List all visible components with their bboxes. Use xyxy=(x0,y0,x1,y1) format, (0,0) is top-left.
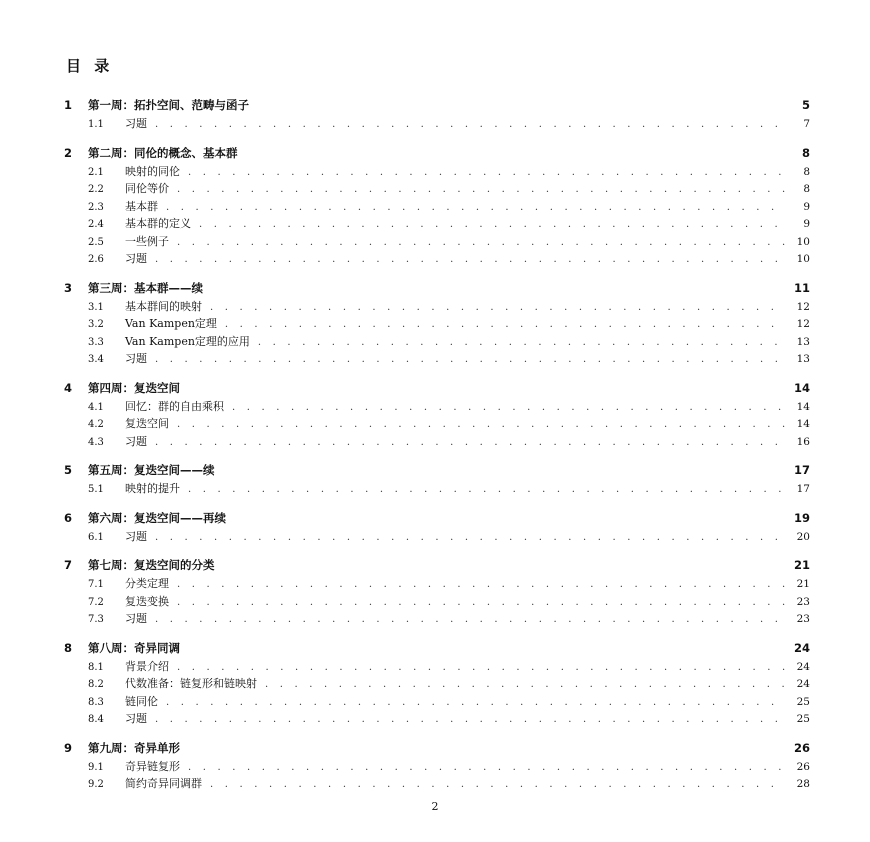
dot-leader xyxy=(177,234,786,252)
toc-section-entry[interactable] xyxy=(64,180,810,198)
toc-section-entry[interactable] xyxy=(64,398,810,416)
toc-section-entry[interactable] xyxy=(64,350,810,368)
toc-section-entry[interactable] xyxy=(64,415,810,433)
chapter-number: 9 xyxy=(64,740,73,755)
toc-section-entry[interactable] xyxy=(64,528,810,546)
toc-section-entry[interactable] xyxy=(64,675,810,693)
dot-leader xyxy=(210,299,786,317)
toc-section-entry[interactable] xyxy=(64,198,810,216)
dot-leader xyxy=(177,416,786,434)
section-title: 基本群的定义 xyxy=(125,217,191,230)
toc-section-entry[interactable] xyxy=(64,610,810,628)
toc-section-entry[interactable] xyxy=(64,233,810,251)
dot-leader xyxy=(166,694,786,712)
chapter-page-number: 11 xyxy=(793,280,810,295)
section-title: 习题 xyxy=(125,434,147,448)
section-number: 2.2 xyxy=(88,184,104,195)
section-title: 简约奇异同调群 xyxy=(125,777,202,790)
dot-leader xyxy=(265,676,786,694)
section-number: 8.4 xyxy=(88,714,104,725)
chapter-number: 8 xyxy=(64,640,73,655)
toc-chapter-entry[interactable] xyxy=(64,739,810,758)
section-title: 映射的提升 xyxy=(125,482,180,495)
chapter-page-number: 8 xyxy=(801,145,810,160)
section-number: 4.2 xyxy=(88,419,104,430)
dot-leader xyxy=(166,199,786,217)
section-number: 1.1 xyxy=(88,119,104,130)
section-page-number: 23 xyxy=(796,595,810,608)
section-page-number: 24 xyxy=(796,660,810,673)
dot-leader xyxy=(225,316,786,334)
section-page-number: 23 xyxy=(796,613,810,625)
toc-chapter xyxy=(64,556,810,628)
footer-page-number: 2 xyxy=(431,800,439,813)
toc-section-entry[interactable] xyxy=(64,333,810,351)
section-number: 7.1 xyxy=(88,579,104,590)
toc-section-entry[interactable] xyxy=(64,298,810,316)
toc-chapter xyxy=(64,279,810,368)
section-page-number: 16 xyxy=(796,435,810,448)
chapter-number: 5 xyxy=(64,463,73,477)
section-page-number: 20 xyxy=(796,530,810,543)
section-number: 4.3 xyxy=(88,436,104,448)
toc-section-entry[interactable] xyxy=(64,575,810,593)
section-title: Van Kampen定理的应用 xyxy=(125,334,250,348)
section-title: 习题 xyxy=(125,352,147,365)
section-title: 一些例子 xyxy=(125,234,169,248)
toc-chapter-entry[interactable] xyxy=(64,279,810,298)
toc-chapter xyxy=(64,639,810,728)
chapter-title: 第四周：复迭空间 xyxy=(88,380,180,395)
section-page-number: 26 xyxy=(796,760,810,773)
chapter-title: 第九周：奇异单形 xyxy=(88,740,180,755)
table-of-contents xyxy=(64,96,810,804)
section-title: 回忆：群的自由乘积 xyxy=(125,399,224,413)
section-number: 3.4 xyxy=(88,354,104,365)
toc-section-entry[interactable] xyxy=(64,758,810,776)
toc-chapter xyxy=(64,739,810,793)
toc-section-entry[interactable] xyxy=(64,693,810,711)
section-page-number: 10 xyxy=(796,235,810,248)
dot-leader xyxy=(155,116,786,134)
section-page-number: 13 xyxy=(796,335,810,348)
chapter-page-number: 24 xyxy=(793,640,810,655)
chapter-page-number: 17 xyxy=(793,463,810,477)
section-number: 2.4 xyxy=(88,219,104,230)
toc-chapter-entry[interactable] xyxy=(64,639,810,658)
dot-leader xyxy=(258,334,786,352)
chapter-title: 第七周：复迭空间的分类 xyxy=(88,558,215,572)
section-title: 复迭空间 xyxy=(125,417,169,430)
dot-leader xyxy=(188,481,786,499)
dot-leader xyxy=(199,216,786,234)
section-page-number: 21 xyxy=(796,578,810,590)
chapter-page-number: 19 xyxy=(793,510,810,525)
toc-chapter-entry[interactable] xyxy=(64,556,810,575)
chapter-title: 第二周：同伦的概念、基本群 xyxy=(88,145,238,160)
section-page-number: 8 xyxy=(803,165,810,178)
section-page-number: 17 xyxy=(796,483,810,495)
chapter-number: 4 xyxy=(64,380,73,395)
chapter-number: 2 xyxy=(64,145,73,160)
section-title: 链同伦 xyxy=(125,694,158,708)
section-title: Van Kampen定理 xyxy=(125,317,217,330)
chapter-page-number: 5 xyxy=(801,98,810,112)
chapter-title: 第八周：奇异同调 xyxy=(88,640,180,655)
toc-chapter xyxy=(64,96,810,133)
section-number: 8.1 xyxy=(88,661,104,673)
toc-section-entry[interactable] xyxy=(64,315,810,333)
section-title: 习题 xyxy=(125,529,147,543)
section-page-number: 13 xyxy=(796,353,810,365)
chapter-number: 3 xyxy=(64,280,73,295)
section-title: 背景介绍 xyxy=(125,659,169,673)
section-number: 8.2 xyxy=(88,679,104,690)
chapter-page-number: 14 xyxy=(793,380,810,395)
dot-leader xyxy=(155,711,786,729)
dot-leader xyxy=(177,181,786,199)
dot-leader xyxy=(210,776,786,794)
section-title: 习题 xyxy=(125,612,147,625)
section-title: 习题 xyxy=(125,117,147,130)
dot-leader xyxy=(155,611,786,629)
section-page-number: 8 xyxy=(803,183,810,195)
section-number: 4.1 xyxy=(88,401,104,413)
toc-chapter xyxy=(64,144,810,268)
dot-leader xyxy=(155,351,786,369)
section-title: 复迭变换 xyxy=(125,594,169,608)
toc-section-entry[interactable] xyxy=(64,480,810,498)
dot-leader xyxy=(177,659,786,677)
section-title: 基本群间的映射 xyxy=(125,299,202,313)
toc-chapter-entry[interactable] xyxy=(64,509,810,528)
chapter-title: 第一周：拓扑空间、范畴与函子 xyxy=(88,98,249,112)
section-number: 2.1 xyxy=(88,166,104,178)
section-number: 8.3 xyxy=(88,696,104,708)
section-title: 奇异链复形 xyxy=(125,759,180,773)
toc-chapter xyxy=(64,461,810,498)
dot-leader xyxy=(155,529,786,547)
section-number: 5.1 xyxy=(88,484,104,495)
toc-section-entry[interactable] xyxy=(64,115,810,133)
section-page-number: 25 xyxy=(796,713,810,725)
dot-leader xyxy=(177,594,786,612)
chapter-page-number: 26 xyxy=(793,740,810,755)
toc-section-entry[interactable] xyxy=(64,163,810,181)
section-number: 2.3 xyxy=(88,201,104,213)
dot-leader xyxy=(155,434,786,452)
section-title: 映射的同伦 xyxy=(125,164,180,178)
dot-leader xyxy=(188,164,786,182)
toc-section-entry[interactable] xyxy=(64,433,810,451)
toc-chapter xyxy=(64,509,810,546)
toc-chapter-entry[interactable] xyxy=(64,461,810,480)
section-number: 7.2 xyxy=(88,596,104,608)
dot-leader xyxy=(155,251,786,269)
section-number: 3.3 xyxy=(88,336,104,348)
section-number: 3.2 xyxy=(88,319,104,330)
toc-section-entry[interactable] xyxy=(64,710,810,728)
toc-chapter-entry[interactable] xyxy=(64,379,810,398)
section-number: 7.3 xyxy=(88,614,104,625)
toc-section-entry[interactable] xyxy=(64,250,810,268)
toc-section-entry[interactable] xyxy=(64,658,810,676)
chapter-page-number: 21 xyxy=(793,558,810,572)
chapter-number: 6 xyxy=(64,510,73,525)
section-page-number: 14 xyxy=(796,418,810,430)
section-page-number: 9 xyxy=(803,218,810,230)
section-page-number: 12 xyxy=(796,318,810,330)
section-page-number: 28 xyxy=(796,778,810,790)
section-title: 习题 xyxy=(125,252,147,265)
section-number: 3.1 xyxy=(88,301,104,313)
toc-section-entry[interactable] xyxy=(64,215,810,233)
toc-chapter-entry[interactable] xyxy=(64,144,810,163)
section-title: 同伦等价 xyxy=(125,182,169,195)
section-title: 分类定理 xyxy=(125,577,169,590)
section-number: 9.2 xyxy=(88,779,104,790)
chapter-title: 第五周：复迭空间——续 xyxy=(88,463,215,477)
section-page-number: 24 xyxy=(796,678,810,690)
chapter-number: 1 xyxy=(64,98,73,112)
dot-leader xyxy=(177,576,786,594)
section-title: 习题 xyxy=(125,712,147,725)
section-page-number: 25 xyxy=(796,695,810,708)
section-number: 2.6 xyxy=(88,254,104,265)
chapter-title: 第六周：复迭空间——再续 xyxy=(88,510,226,525)
section-page-number: 10 xyxy=(796,253,810,265)
dot-leader xyxy=(188,759,786,777)
toc-section-entry[interactable] xyxy=(64,775,810,793)
section-page-number: 12 xyxy=(796,300,810,313)
dot-leader xyxy=(232,399,786,417)
chapter-number: 7 xyxy=(64,558,73,572)
chapter-title: 第三周：基本群——续 xyxy=(88,280,203,295)
toc-section-entry[interactable] xyxy=(64,593,810,611)
section-number: 2.5 xyxy=(88,236,104,248)
section-page-number: 14 xyxy=(796,400,810,413)
section-page-number: 7 xyxy=(803,118,810,130)
toc-heading: 目 录 xyxy=(66,57,114,75)
toc-chapter xyxy=(64,379,810,451)
section-title: 基本群 xyxy=(125,199,158,213)
section-page-number: 9 xyxy=(803,200,810,213)
toc-chapter-entry[interactable] xyxy=(64,96,810,115)
section-title: 代数准备：链复形和链映射 xyxy=(125,677,257,690)
section-number: 6.1 xyxy=(88,531,104,543)
section-number: 9.1 xyxy=(88,761,104,773)
